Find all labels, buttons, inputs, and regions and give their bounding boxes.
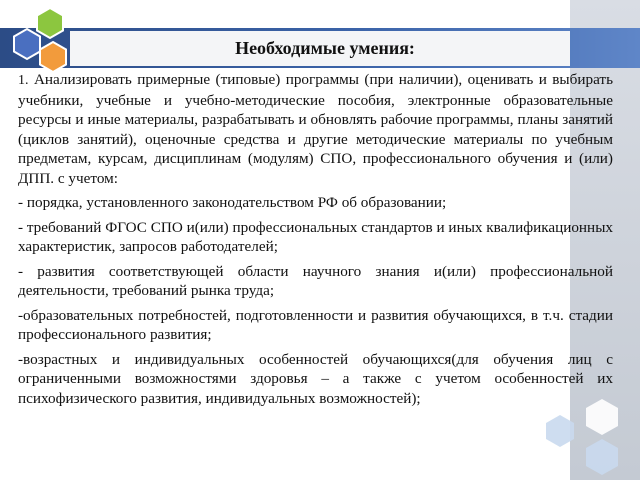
list-item: - требований ФГОС СПО и(или) профессиональных стандартов и иных квалификационных характеристик, запросов работодателей; — [18, 218, 613, 255]
list-item: - порядка, установленного законодательством РФ об образовании; — [18, 194, 447, 211]
list-item: -возрастных и индивидуальных особенностей обучающихся(для обучения лиц с ограниченными возможностями здоровья – а также с учетом особенностей их психофизического развития, индивидуальных возможностей); — [18, 350, 613, 407]
item-number: 1. — [18, 73, 29, 88]
hexagon-light-icon — [546, 415, 574, 447]
hexagon-orange-icon — [40, 42, 66, 72]
intro-text: Анализировать примерные (типовые) программы (при наличии), оценивать и выбирать учебники, учебные и учебно-методические пособия, электронные образовательные ресурсы и иные материалы, разрабатывать и обновлять рабочие программы, планы занятий (циклов занятий), оценочные средства и другие методические материалы по учебным предметам, курсам, дисциплинам (модулям) СПО, профессионального обучения и (или) ДПП. с учетом: — [18, 71, 613, 187]
hexagon-light-icon — [586, 439, 618, 475]
title-box — [70, 31, 570, 66]
hexagon-green-icon — [37, 8, 63, 38]
slide-title: Необходимые умения: — [235, 38, 415, 58]
hexagon-blue-icon — [14, 29, 40, 59]
hexagon-cluster-top — [0, 0, 80, 80]
list-item: - развития соответствующей области научного знания и(или) профессиональной деятельности, требований рынка труда; — [18, 262, 613, 299]
intro-paragraph — [18, 70, 613, 188]
slide-content — [18, 70, 613, 413]
list-item: -образовательных потребностей, подготовленности и развития обучающихся, в т.ч. стадии профессионального развития; — [18, 306, 613, 343]
